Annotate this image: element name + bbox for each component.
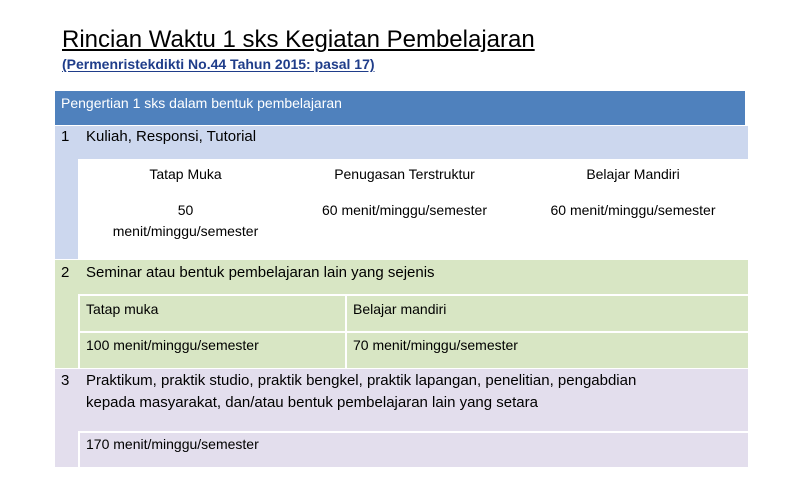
page-subtitle: (Permenristekdikti No.44 Tahun 2015: pasal 17) bbox=[62, 56, 375, 72]
section-2-value-belajar-mandiri: 70 menit/minggu/semester bbox=[353, 337, 518, 353]
section-2-heading-tatap-muka: Tatap muka bbox=[86, 301, 159, 317]
section-2-value-tatap-muka: 100 menit/minggu/semester bbox=[86, 337, 259, 353]
section-3-value: 170 menit/minggu/semester bbox=[86, 436, 259, 452]
section-1-label: Kuliah, Responsi, Tutorial bbox=[86, 128, 257, 145]
section-1-number-column bbox=[55, 159, 78, 259]
section-2-heading-belajar-mandiri: Belajar mandiri bbox=[353, 301, 447, 317]
section-3-number-column bbox=[55, 431, 78, 467]
section-1-number: 1 bbox=[61, 128, 70, 145]
section-1-value-belajar-mandiri: 60 menit/minggu/semester bbox=[550, 202, 716, 218]
section-2-number-column bbox=[55, 294, 78, 368]
section-2-label: Seminar atau bentuk pembelajaran lain yang sejenis bbox=[86, 264, 435, 281]
section-1-heading-penugasan: Penugasan Terstruktur bbox=[334, 166, 475, 182]
section-1-heading-tatap-muka: Tatap Muka bbox=[149, 166, 222, 182]
table-header-text: Pengertian 1 sks dalam bentuk pembelajaran bbox=[61, 95, 342, 111]
section-2-number: 2 bbox=[61, 264, 70, 281]
section-1-value-penugasan: 60 menit/minggu/semester bbox=[322, 202, 487, 218]
section-1-value-tatap-muka-line1: 50 bbox=[177, 202, 194, 218]
page-title: Rincian Waktu 1 sks Kegiatan Pembelajaran bbox=[62, 26, 535, 53]
section-1-value-tatap-muka-line2: menit/minggu/semester bbox=[112, 223, 259, 239]
section-3-number: 3 bbox=[61, 372, 70, 389]
section-3-label-line2: kepada masyarakat, dan/atau bentuk pembelajaran lain yang setara bbox=[86, 394, 538, 411]
section-3-label-line1: Praktikum, praktik studio, praktik bengkel, praktik lapangan, penelitian, pengabdian bbox=[86, 372, 637, 389]
section-1-heading-belajar-mandiri: Belajar Mandiri bbox=[586, 166, 680, 182]
